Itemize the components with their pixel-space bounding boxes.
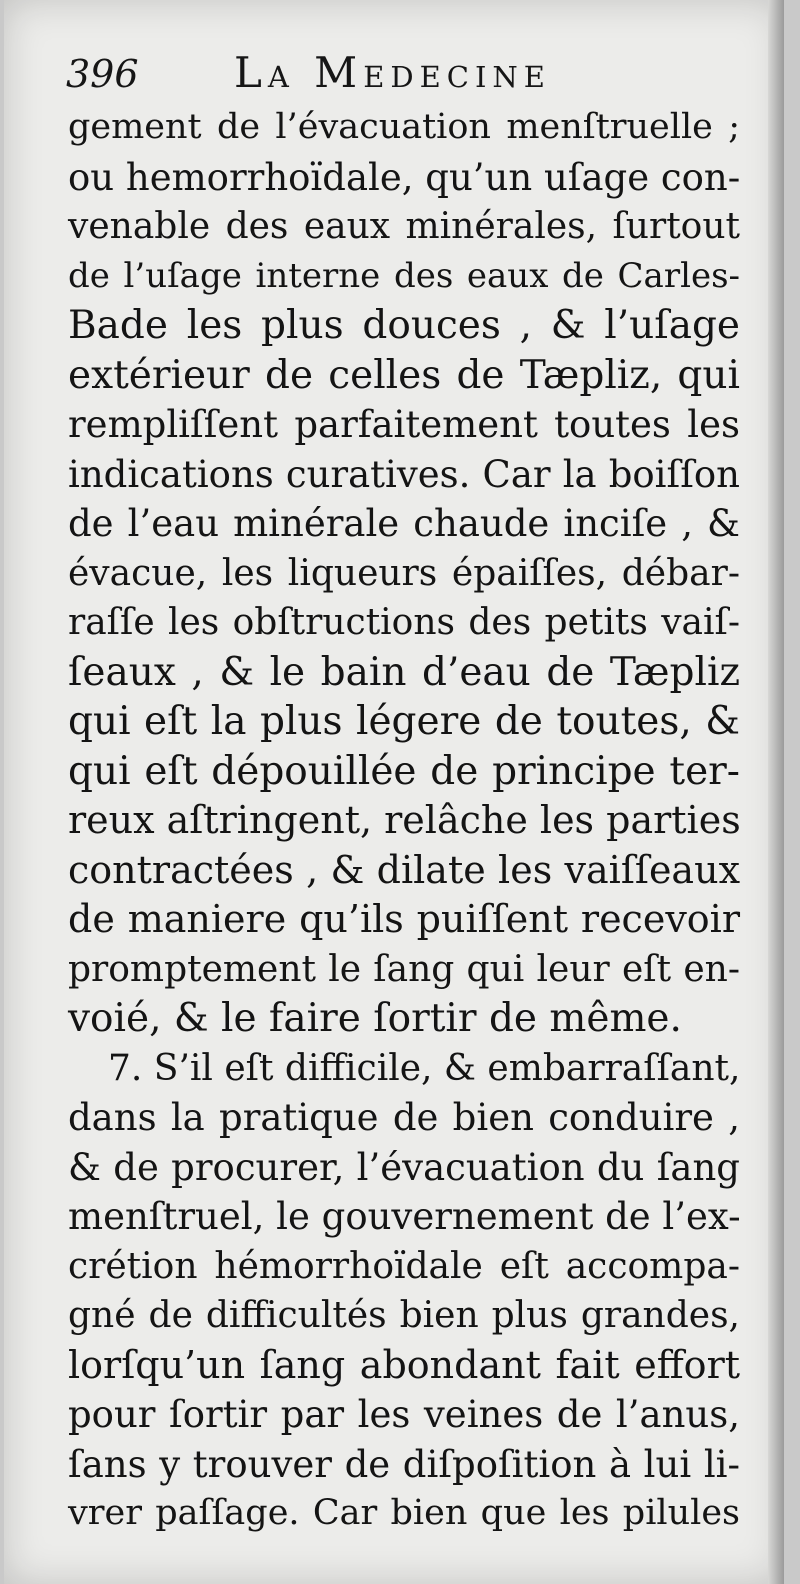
- text-line: venable des eaux minérales, ſurtout: [68, 206, 740, 247]
- body-text: [68, 103, 740, 1539]
- text-line: 7. S’il eſt difficile, & embarraſſant,: [108, 1047, 741, 1089]
- text-line: ou hemorrhoïdale, qu’un uſage con-: [68, 155, 741, 199]
- text-line: contractées , & dilate les vaiſſeaux: [68, 847, 740, 892]
- text-line: pour ſortir par les veines de l’anus,: [68, 1393, 740, 1436]
- text-line: ſeaux , & le bain d’eau de Tæpliz: [68, 649, 740, 695]
- text-line: gné de difficultés bien plus grandes,: [68, 1295, 740, 1336]
- text-line: gement de l’évacuation menſtruelle ;: [68, 107, 740, 147]
- page-edge: [768, 0, 784, 1584]
- text-line: menſtruel, le gouvernement de l’ex-: [68, 1195, 741, 1238]
- text-line: de maniere qu’ils puiſſent recevoir: [68, 897, 740, 941]
- text-line: crétion hémorrhoïdale eſt accompa-: [68, 1245, 740, 1287]
- text-line: évacue, les liqueurs épaiſſes, débar-: [68, 552, 740, 594]
- page-header: [66, 44, 746, 104]
- book-page: [4, 0, 784, 1584]
- text-line: extérieur de celles de Tæpliz, qui: [68, 352, 740, 398]
- text-line: de l’uſage interne des eaux de Carles-: [68, 255, 740, 296]
- text-line: rempliſſent parfaitement toutes les: [68, 403, 740, 446]
- text-line: qui eſt la plus légere de toutes, &: [68, 699, 740, 744]
- text-line: promptement le ſang qui leur eſt en-: [68, 948, 740, 990]
- text-line: dans la pratique de bien conduire ,: [68, 1096, 740, 1139]
- page-number: 396: [66, 52, 139, 96]
- running-head: La Medecine: [234, 48, 551, 97]
- text-line: lorſqu’un ſang abondant fait effort: [68, 1342, 740, 1387]
- text-line: vrer paſſage. Car bien que les pilules: [68, 1493, 740, 1533]
- text-line: indications curatives. Car la boiſſon: [68, 452, 740, 496]
- text-line: Bade les plus douces , & l’uſage: [68, 303, 740, 348]
- text-line: ſans y trouver de diſpoſition à lui li-: [68, 1442, 740, 1486]
- text-line: raſſe les obſtructions des petits vaiſ-: [68, 602, 740, 643]
- text-line: reux aſtringent, relâche les parties: [68, 798, 741, 842]
- text-line: voié, & le faire ſortir de même.: [68, 996, 682, 1041]
- text-line: de l’eau minérale chaude inciſe , &: [68, 502, 740, 545]
- text-line: & de procurer, l’évacuation du ſang: [68, 1145, 740, 1189]
- text-line: qui eſt dépouillée de principe ter-: [68, 748, 740, 794]
